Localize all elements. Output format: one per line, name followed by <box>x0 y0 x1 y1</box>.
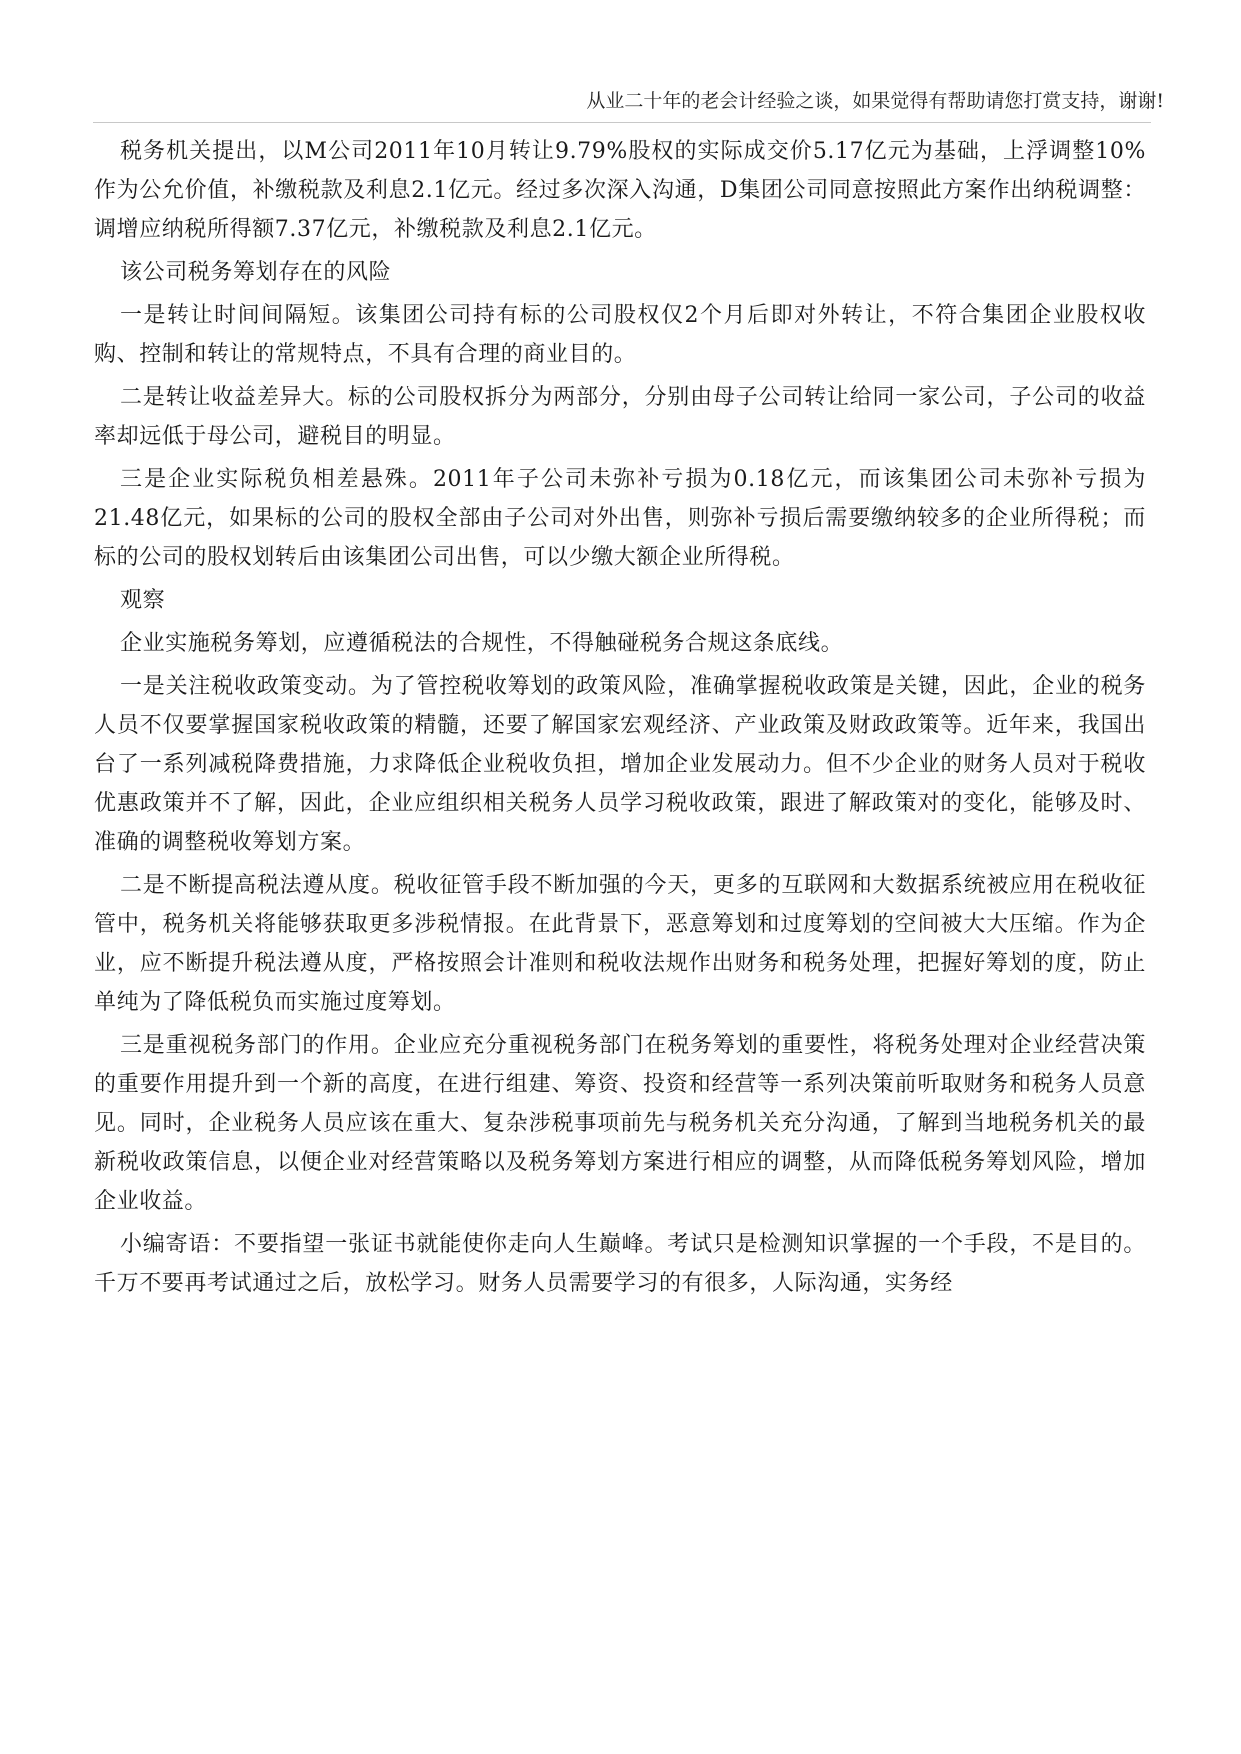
section-heading: 该公司税务筹划存在的风险 <box>120 260 392 285</box>
header-divider <box>93 122 1151 123</box>
paragraph: 一是关注税收政策变动。为了管控税收筹划的政策风险，准确掌握税收政策是关键，因此，企业的税务人员不仅要掌握国家税收政策的精髓，还要了解国家宏观经济、产业政策及财政政策等。近年来，我国出台了一系列减税降费措施，力求降低企业税收负担，增加企业发展动力。但不少企业的财务人员对于税收优惠政策并不了解，因此，企业应组织相关税务人员学习税收政策，跟进了解政策对的变化，能够及时、准确的调整税收筹划方案。 <box>94 674 1146 855</box>
paragraph: 企业实施税务筹划，应遵循税法的合规性，不得触碰税务合规这条底线。 <box>120 631 844 656</box>
paragraph: 一是转让时间间隔短。该集团公司持有标的公司股权仅2个月后即对外转让，不符合集团企业股权收购、控制和转让的常规特点，不具有合理的商业目的。 <box>94 303 1146 367</box>
article-body <box>94 132 1146 1307</box>
paragraph: 小编寄语：不要指望一张证书就能使你走向人生巅峰。考试只是检测知识掌握的一个手段，不是目的。千万不要再考试通过之后，放松学习。财务人员需要学习的有很多，人际沟通，实务经 <box>94 1232 1146 1296</box>
paragraph: 二是不断提高税法遵从度。税收征管手段不断加强的今天，更多的互联网和大数据系统被应用在税收征管中，税务机关将能够获取更多涉税情报。在此背景下，恶意筹划和过度筹划的空间被大大压缩。作为企业，应不断提升税法遵从度，严格按照会计准则和税收法规作出财务和税务处理，把握好筹划的度，防止单纯为了降低税负而实施过度筹划。 <box>94 873 1146 1015</box>
paragraph: 三是重视税务部门的作用。企业应充分重视税务部门在税务筹划的重要性，将税务处理对企业经营决策的重要作用提升到一个新的高度，在进行组建、筹资、投资和经营等一系列决策前听取财务和税务人员意见。同时，企业税务人员应该在重大、复杂涉税事项前先与税务机关充分沟通，了解到当地税务机关的最新税收政策信息，以便企业对经营策略以及税务筹划方案进行相应的调整，从而降低税务筹划风险，增加企业收益。 <box>94 1033 1146 1214</box>
section-heading: 观察 <box>120 588 166 613</box>
paragraph: 税务机关提出，以M公司2011年10月转让9.79%股权的实际成交价5.17亿元为基础，上浮调整10%作为公允价值，补缴税款及利息2.1亿元。经过多次深入沟通，D集团公司同意按照此方案作出纳税调整：调增应纳税所得额7.37亿元，补缴税款及利息2.1亿元。 <box>94 139 1146 242</box>
paragraph: 三是企业实际税负相差悬殊。2011年子公司未弥补亏损为0.18亿元，而该集团公司未弥补亏损为21.48亿元，如果标的公司的股权全部由子公司对外出售，则弥补亏损后需要缴纳较多的企业所得税；而标的公司的股权划转后由该集团公司出售，可以少缴大额企业所得税。 <box>94 467 1146 570</box>
header-note: 从业二十年的老会计经验之谈，如果觉得有帮助请您打赏支持，谢谢! <box>586 90 1164 112</box>
paragraph: 二是转让收益差异大。标的公司股权拆分为两部分，分别由母子公司转让给同一家公司，子公司的收益率却远低于母公司，避税目的明显。 <box>94 385 1146 449</box>
